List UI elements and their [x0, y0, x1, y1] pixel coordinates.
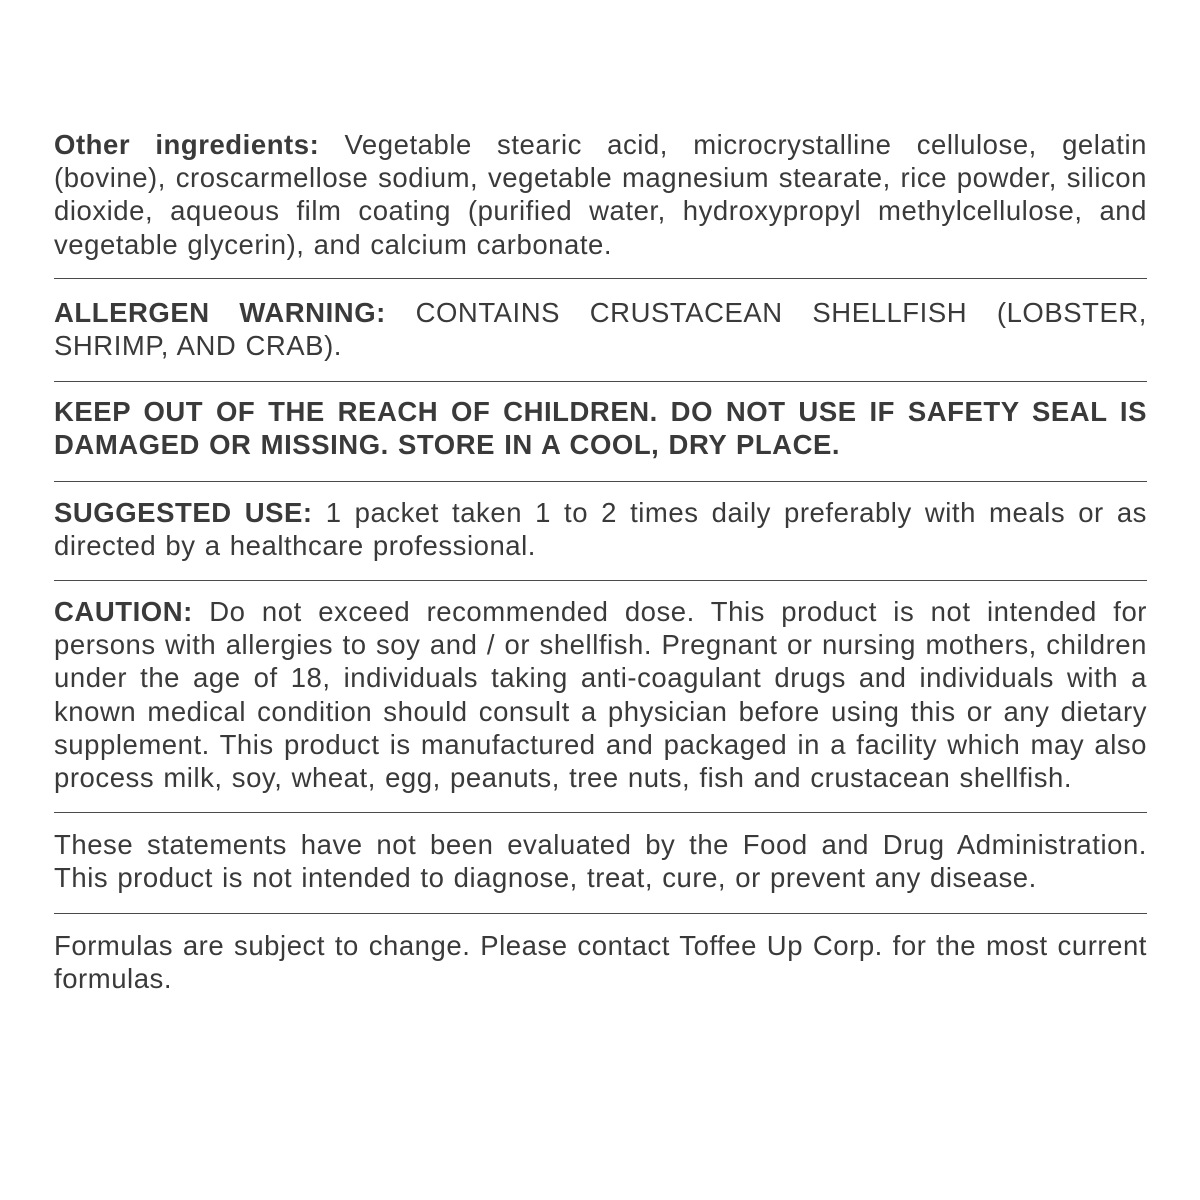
suggested-use-paragraph — [54, 496, 1147, 562]
caution-label: CAUTION: — [54, 596, 193, 628]
suggested-use-label: SUGGESTED USE: — [54, 496, 313, 528]
safety-notice-section — [54, 395, 1147, 461]
allergen-warning-text: CONTAINS CRUSTACEAN SHELLFISH (LOBSTER, SHRIMP, AND CRAB). — [54, 296, 1147, 362]
suggested-use-text: 1 packet taken 1 to 2 times daily preferably with meals or as directed by a healthcare professional. — [54, 496, 1147, 561]
fda-disclaimer-text: These statements have not been evaluated by the Food and Drug Administration. This product is not intended to diagnose, treat, cure, or prevent any disease. — [54, 829, 1147, 894]
allergen-warning-label: ALLERGEN WARNING: — [54, 296, 386, 328]
section-divider — [54, 481, 1147, 482]
formulas-notice-section — [54, 929, 1147, 995]
section-divider — [54, 381, 1147, 382]
other-ingredients-text: Vegetable stearic acid, microcrystalline cellulose, gelatin (bovine), croscarmellose sodium, vegetable magnesium stearate, rice powder, silicon dioxide, aqueous film coating (purified water, hydroxypropyl methylcellulose, and vegetable glycerin), and calcium carbonate. — [54, 129, 1147, 260]
other-ingredients-label: Other ingredients: — [54, 129, 320, 160]
section-divider — [54, 812, 1147, 813]
other-ingredients-paragraph — [54, 128, 1147, 261]
caution-section — [54, 595, 1147, 794]
caution-paragraph — [54, 595, 1147, 794]
caution-text: Do not exceed recommended dose. This product is not intended for persons with allergies to soy and / or shellfish. Pregnant or nursing mothers, children under the age of 18, individuals taking anti-coagulant drugs and individuals with a known medical condition should consult a physician before using this or any dietary supplement. This product is manufactured and packaged in a facility which may also process milk, soy, wheat, egg, peanuts, tree nuts, fish and crustacean shellfish. — [54, 596, 1148, 794]
section-divider — [54, 278, 1147, 279]
label-panel — [54, 128, 1147, 995]
fda-disclaimer-section — [54, 828, 1147, 894]
safety-notice-text: KEEP OUT OF THE REACH OF CHILDREN. DO NOT USE IF SAFETY SEAL IS DAMAGED OR MISSING. STORE IN A COOL, DRY PLACE. — [54, 396, 1147, 461]
other-ingredients-section — [54, 128, 1147, 261]
allergen-warning-section — [54, 296, 1147, 362]
suggested-use-section — [54, 496, 1147, 562]
formulas-notice-text: Formulas are subject to change. Please contact Toffee Up Corp. for the most current formulas. — [54, 929, 1147, 994]
section-divider — [54, 580, 1147, 581]
allergen-warning-paragraph — [54, 296, 1147, 362]
section-divider — [54, 913, 1147, 914]
